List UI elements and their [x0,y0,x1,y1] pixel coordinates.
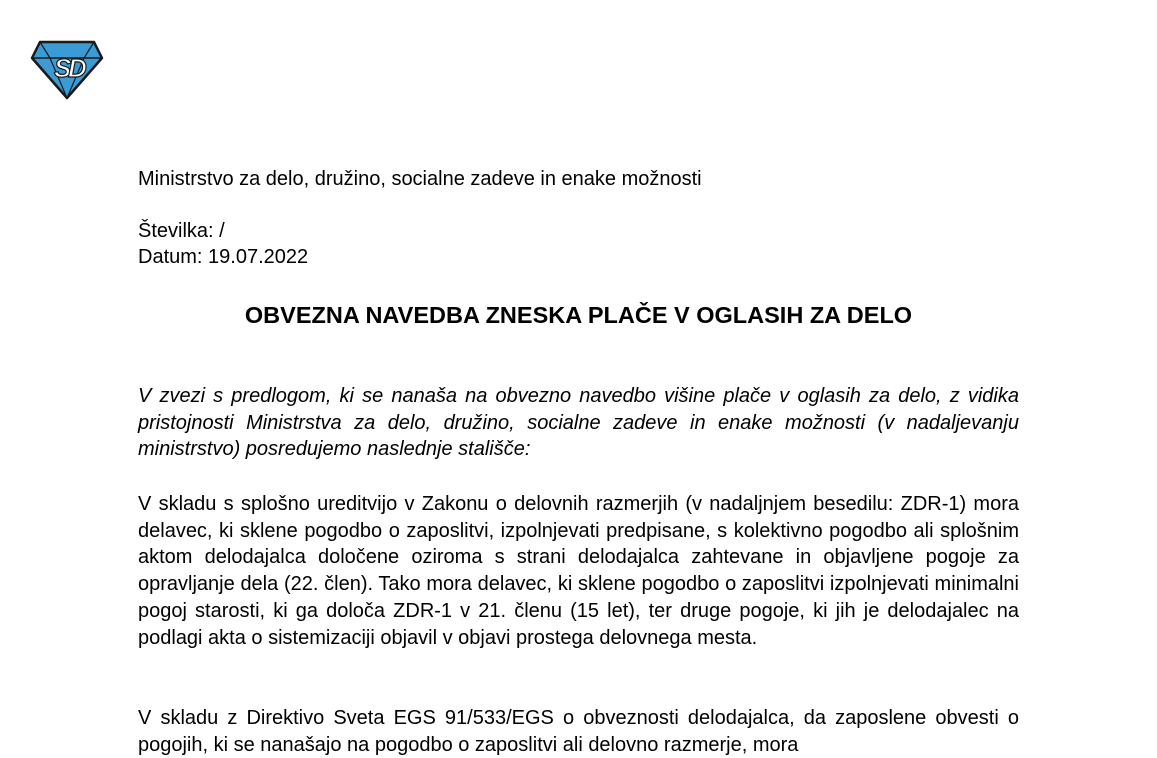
recipient-line: Ministrstvo za delo, družino, socialne zadeve in enake možnosti [138,168,702,190]
document-number: Številka: / [138,220,225,242]
diamond-logo-icon [30,40,104,100]
document-date: Datum: 19.07.2022 [138,246,309,268]
body-paragraph-1: V skladu s splošno ureditvijo v Zakonu o delovnih razmerjih (v nadaljnjem besedilu: ZDR-1) mora delavec, ki sklene pogodbo o zaposlitvi, izpolnjevati predpisane, s kolektivno pogodbo ali splošnim aktom delodajalca določene oziroma s strani delodajalca zahtevane in objavljene pogoje za opravljanje dela (22. člen). Tako mora delavec, ki sklene pogodbo o zaposlitvi izpolnjevati minimalni pogoj starosti, ki ga določa ZDR-1 v 21. členu (15 let), ter druge pogoje, ki jih je delodajalec na podlagi akta o sistemizaciji objavil v objavi prostega delovnega mesta. [138,493,1019,649]
document-meta [138,218,308,270]
svg-text:S: S [54,53,72,83]
intro-paragraph: V zvezi s predlogom, ki se nanaša na obvezno navedbo višine plače v oglasih za delo, z vidika pristojnosti Ministrstva za delo, družino, socialne zadeve in enake možnosti (v nadaljevanju ministrstvo) posredujemo naslednje stališče: [138,385,1019,461]
document-title: OBVEZNA NAVEDBA ZNESKA PLAČE V OGLASIH ZA DELO [244,302,913,328]
body-paragraph-2: V skladu z Direktivo Sveta EGS 91/533/EGS o obveznosti delodajalca, da zaposlene obvesti o pogojih, ki se nanašajo na pogodbo o zaposlitvi ali delovno razmerje, mora [138,707,1019,756]
svg-text:D: D [68,53,87,83]
